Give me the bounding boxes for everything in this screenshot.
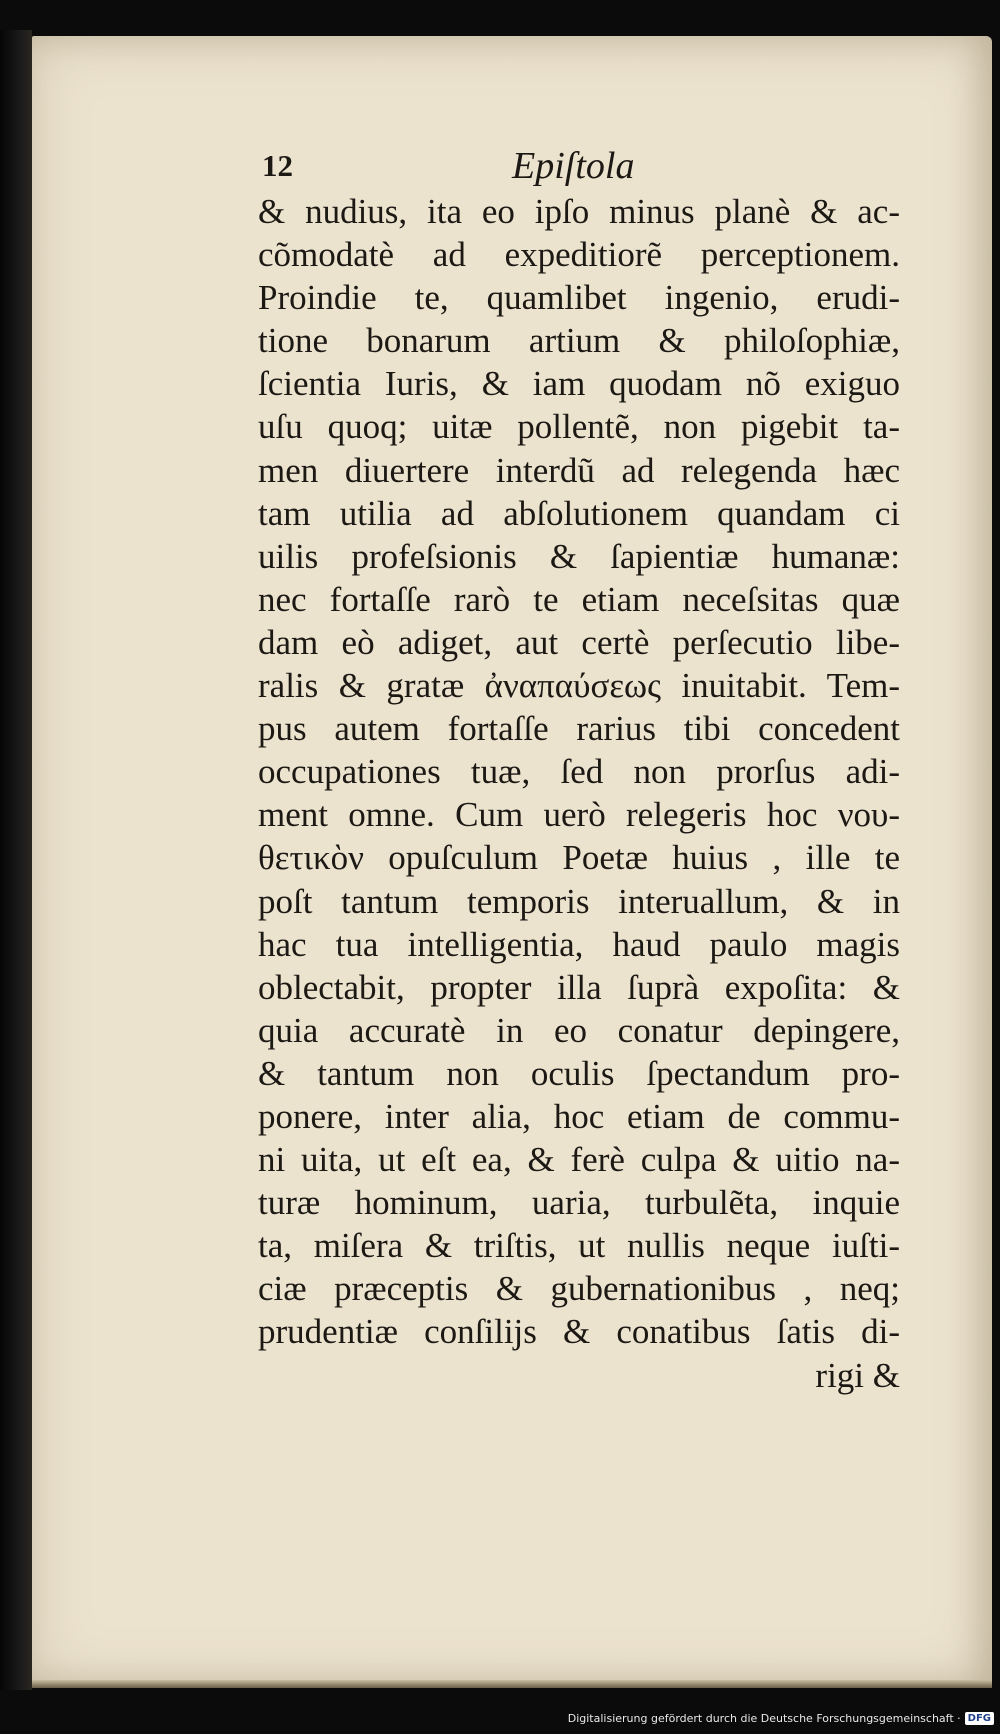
page-header — [262, 142, 635, 190]
text-line: men diuertere interdũ ad relegenda hæc — [258, 450, 900, 490]
text-line: occupationes tuæ, ſed non prorſus adi- — [258, 752, 900, 792]
text-line: ta, miſera & triſtis, ut nullis neque iuſti- — [258, 1226, 900, 1266]
book-spine-edge — [0, 30, 32, 1690]
text-line: nec fortaſſe rarò te etiam neceſsitas quæ — [258, 579, 900, 619]
digitization-credit — [568, 1706, 994, 1730]
text-line: tam utilia ad abſolutionem quandam ci — [258, 493, 900, 533]
text-line: ciæ præceptis & gubernationibus , neq; — [258, 1269, 900, 1309]
text-line: ſcientia Iuris, & iam quodam nõ exiguo — [258, 364, 900, 404]
text-line: ni uita, ut eſt ea, & ferè culpa & uitio na- — [258, 1140, 900, 1180]
page-bottom-edge — [32, 1680, 992, 1688]
text-line: ponere, inter alia, hoc etiam de commu- — [258, 1096, 900, 1136]
text-line: hac tua intelligentia, haud paulo magis — [258, 924, 900, 964]
text-line: uilis profeſsionis & ſapientiæ humanæ: — [258, 536, 900, 576]
text-line: poſt tantum temporis interuallum, & in — [258, 881, 900, 921]
text-line: & tantum non oculis ſpectandum pro- — [258, 1053, 900, 1093]
text-line: dam eò adiget, aut certè perſecutio libe- — [258, 622, 900, 662]
text-line: oblectabit, propter illa ſuprà expoſita: & — [258, 967, 900, 1007]
text-line: cõmodatè ad expeditiorẽ perceptionem. — [258, 235, 900, 275]
text-line: turæ hominum, uaria, turbulẽta, inquie — [258, 1183, 900, 1223]
running-head: Epiſtola — [512, 145, 635, 187]
text-line: ment omne. Cum uerò relegeris hoc νου- — [258, 795, 900, 835]
text-line: quia accuratè in eo conatur depingere, — [258, 1010, 900, 1050]
text-line: ralis & gratæ ἀναπαύσεως inuitabit. Tem- — [258, 666, 900, 706]
text-line: uſu quoq; uitæ pollentẽ, non pigebit ta- — [258, 407, 900, 447]
body-text — [258, 190, 900, 1397]
text-line: tione bonarum artium & philoſophiæ, — [258, 321, 900, 361]
dfg-logo-icon: DFG — [965, 1712, 994, 1725]
credit-text: Digitalisierung gefördert durch die Deutsche Forschungsgemeinschaft · — [567, 1711, 961, 1725]
page-number: 12 — [262, 148, 293, 183]
text-line: & nudius, ita eo ipſo minus planè & ac- — [258, 192, 900, 231]
text-line: Proindie te, quamlibet ingenio, erudi- — [258, 278, 900, 318]
text-line: pus autem fortaſſe rarius tibi concedent — [258, 709, 900, 749]
catchword-line: rigi & — [815, 1355, 900, 1395]
text-line: θετικὸν opuſculum Poetæ huius , ille te — [258, 838, 900, 878]
text-line: prudentiæ conſilijs & conatibus ſatis di- — [258, 1312, 900, 1352]
